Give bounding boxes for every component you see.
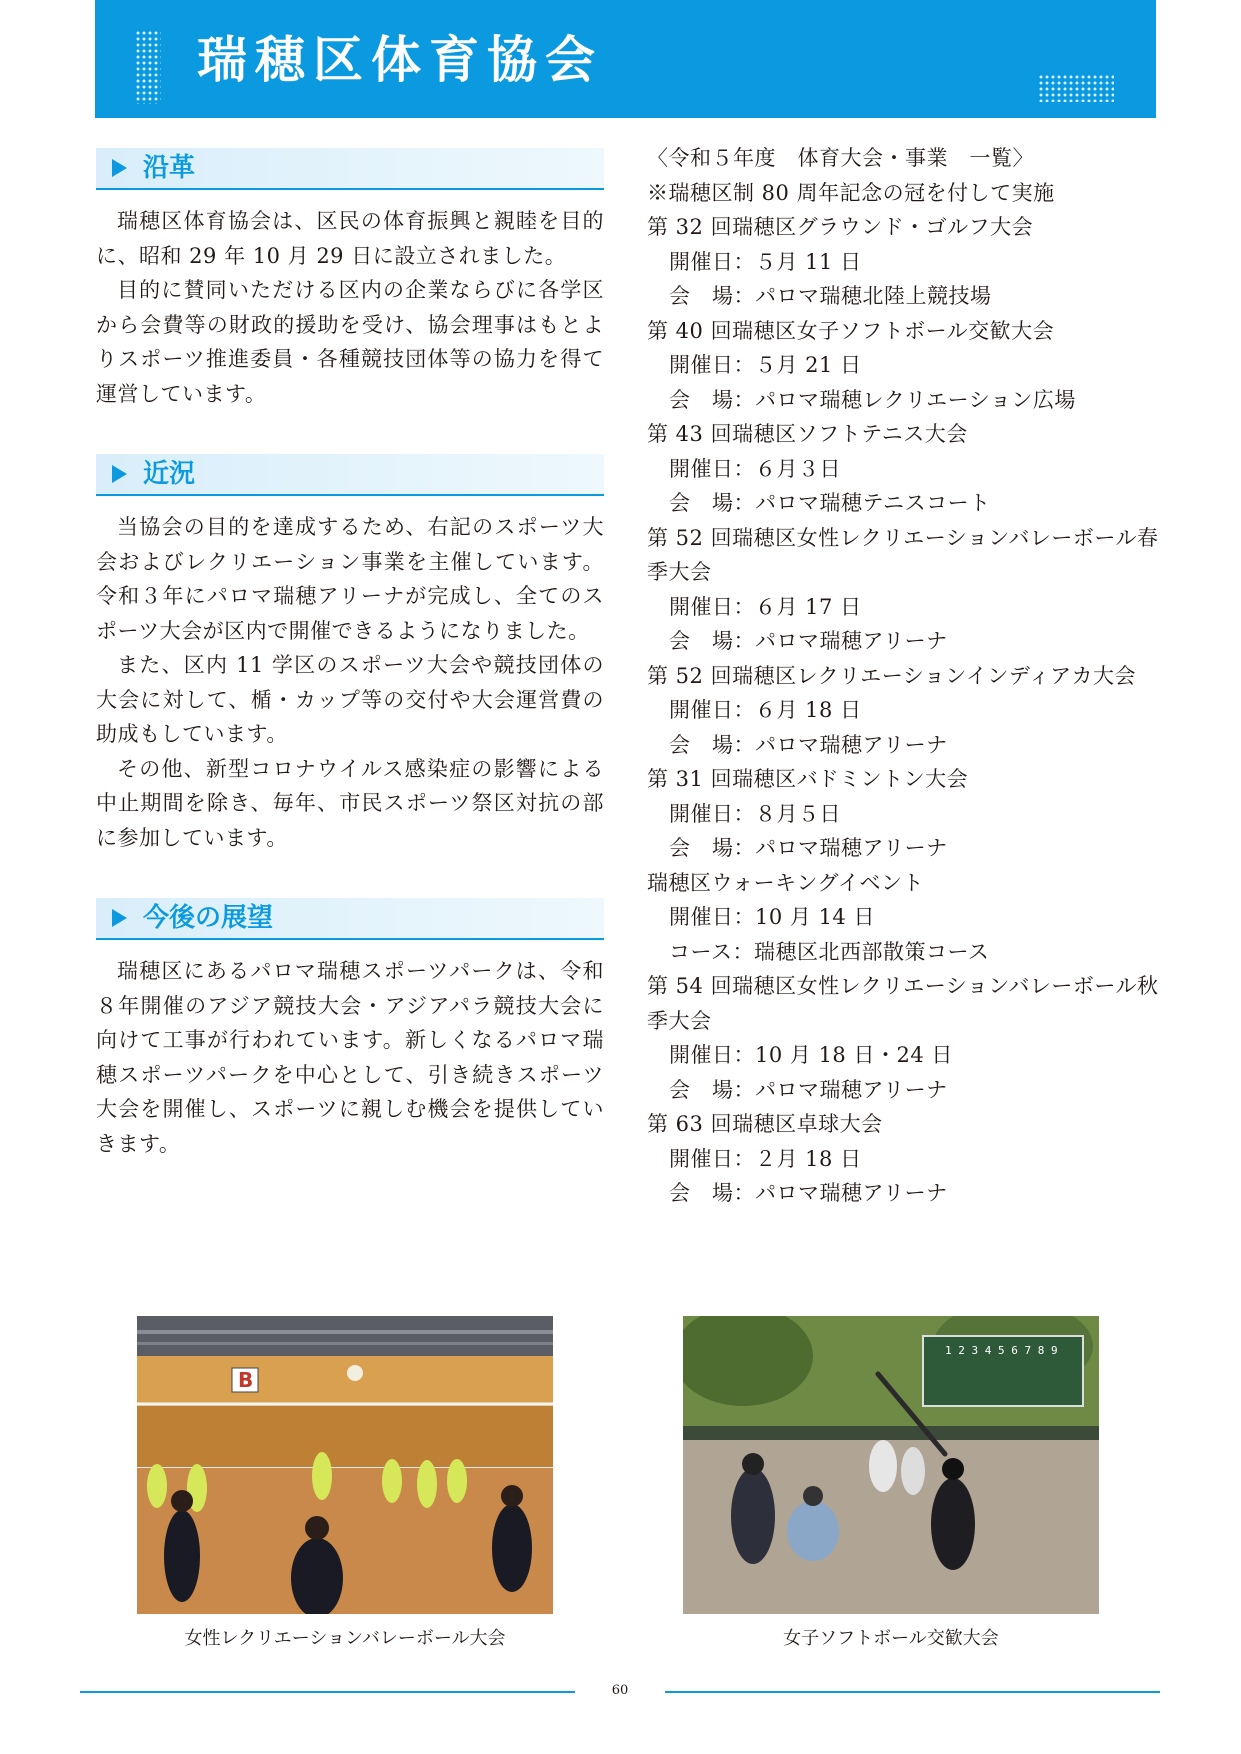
scoreboard-innings: 1 2 3 4 5 6 7 8 9 [945, 1344, 1058, 1357]
event-date: 開催日：８月５日 [669, 801, 841, 826]
event-name: 瑞穂区ウォーキングイベント [647, 870, 924, 895]
event-venue: 会 場：パロマ瑞穂アリーナ [669, 1077, 948, 1102]
volleyball-photo [137, 1316, 553, 1614]
left-column [96, 148, 604, 1161]
events-list [647, 141, 1167, 1211]
section-body-history [96, 204, 604, 411]
section-heading-label: 今後の展望 [143, 903, 274, 933]
page-header [95, 0, 1156, 118]
event-date: 開催日：５月 21 日 [669, 353, 862, 377]
event-date: 開催日：10 月 14 日 [669, 905, 875, 929]
events-note: ※瑞穂区制 80 周年記念の冠を付して実施 [647, 180, 1055, 205]
event-date: 開催日：６月 17 日 [669, 594, 862, 619]
event-name: 第 52 回瑞穂区レクリエーションインディアカ大会 [647, 663, 1136, 688]
section-body-recent [96, 510, 604, 855]
event-venue: 会 場：パロマ瑞穂北陸上競技場 [669, 284, 992, 308]
section-heading-recent [96, 454, 604, 496]
events-header: 〈令和５年度 体育大会・事業 一覧〉 [647, 146, 1034, 170]
dot-pattern-right [1038, 74, 1114, 102]
event-name: 第 43 回瑞穂区ソフトテニス大会 [647, 422, 968, 446]
paragraph: 瑞穂区体育協会は、区民の体育振興と親睦を目的に、昭和 29 年 10 月 29 日に設立されました。 [96, 209, 604, 268]
section-body-outlook [96, 954, 604, 1161]
event-date: 開催日：６月 18 日 [669, 698, 862, 722]
triangle-bullet-icon [112, 465, 127, 483]
footer-rule-left [80, 1691, 575, 1693]
event-venue: コース：瑞穂区北西部散策コース [669, 939, 990, 964]
paragraph: また、区内 11 学区のスポーツ大会や競技団体の大会に対して、楯・カップ等の交付や大会運営費の助成もしています。 [96, 653, 604, 746]
event-name: 第 52 回瑞穂区女性レクリエーションバレーボール春季大会 [647, 525, 1159, 584]
section-heading-label: 近況 [143, 459, 196, 489]
footer-rule-right [665, 1691, 1160, 1693]
event-name: 第 54 回瑞穂区女性レクリエーションバレーボール秋季大会 [647, 974, 1159, 1033]
event-venue: 会 場：パロマ瑞穂アリーナ [669, 629, 948, 653]
event-venue: 会 場：パロマ瑞穂アリーナ [669, 732, 948, 757]
section-heading-outlook [96, 898, 604, 940]
event-venue: 会 場：パロマ瑞穂アリーナ [669, 1181, 948, 1205]
court-sign: B [238, 1368, 254, 1392]
event-venue: 会 場：パロマ瑞穂テニスコート [669, 491, 991, 515]
triangle-bullet-icon [112, 909, 127, 927]
event-date: 開催日：２月 18 日 [669, 1146, 862, 1171]
triangle-bullet-icon [112, 159, 127, 177]
page-number: 60 [611, 1683, 629, 1698]
section-heading-label: 沿革 [143, 153, 196, 183]
paragraph: その他、新型コロナウイルス感染症の影響による中止期間を除き、毎年、市民スポーツ祭区対抗の部に参加しています。 [96, 756, 604, 850]
paragraph: 瑞穂区にあるパロマ瑞穂スポーツパークは、令和８年開催のアジア競技大会・アジアパラ競技大会に向けて工事が行われています。新しくなるパロマ瑞穂スポーツパークを中心として、引き続きスポーツ大会を開催し、スポーツに親しむ機会を提供していきます。 [96, 959, 604, 1156]
paragraph: 当協会の目的を達成するため、右記のスポーツ大会およびレクリエーション事業を主催しています。令和３年にパロマ瑞穂アリーナが完成し、全てのスポーツ大会が区内で開催できるようになりました。 [96, 515, 604, 643]
dot-pattern-left [135, 30, 161, 104]
event-name: 第 63 回瑞穂区卓球大会 [647, 1112, 883, 1136]
softball-photo-caption: 女子ソフトボール交歓大会 [783, 1628, 999, 1649]
section-heading-history [96, 148, 604, 190]
event-name: 第 32 回瑞穂区グラウンド・ゴルフ大会 [647, 215, 1034, 239]
paragraph: 目的に賛同いただける区内の企業ならびに各学区から会費等の財政的援助を受け、協会理事はもとよりスポーツ推進委員・各種競技団体等の協力を得て運営しています。 [96, 278, 604, 406]
event-date: 開催日：５月 11 日 [669, 249, 862, 274]
event-venue: 会 場：パロマ瑞穂アリーナ [669, 836, 948, 860]
event-name: 第 40 回瑞穂区女子ソフトボール交歓大会 [647, 318, 1055, 343]
volleyball-photo-caption: 女性レクリエーションバレーボール大会 [184, 1628, 506, 1649]
event-name: 第 31 回瑞穂区バドミントン大会 [647, 767, 969, 791]
softball-photo [683, 1316, 1099, 1614]
event-date: 開催日：６月３日 [669, 456, 841, 481]
event-date: 開催日：10 月 18 日・24 日 [669, 1043, 953, 1067]
event-venue: 会 場：パロマ瑞穂レクリエーション広場 [669, 387, 1076, 412]
page-title: 瑞穂区体育協会 [197, 31, 603, 89]
